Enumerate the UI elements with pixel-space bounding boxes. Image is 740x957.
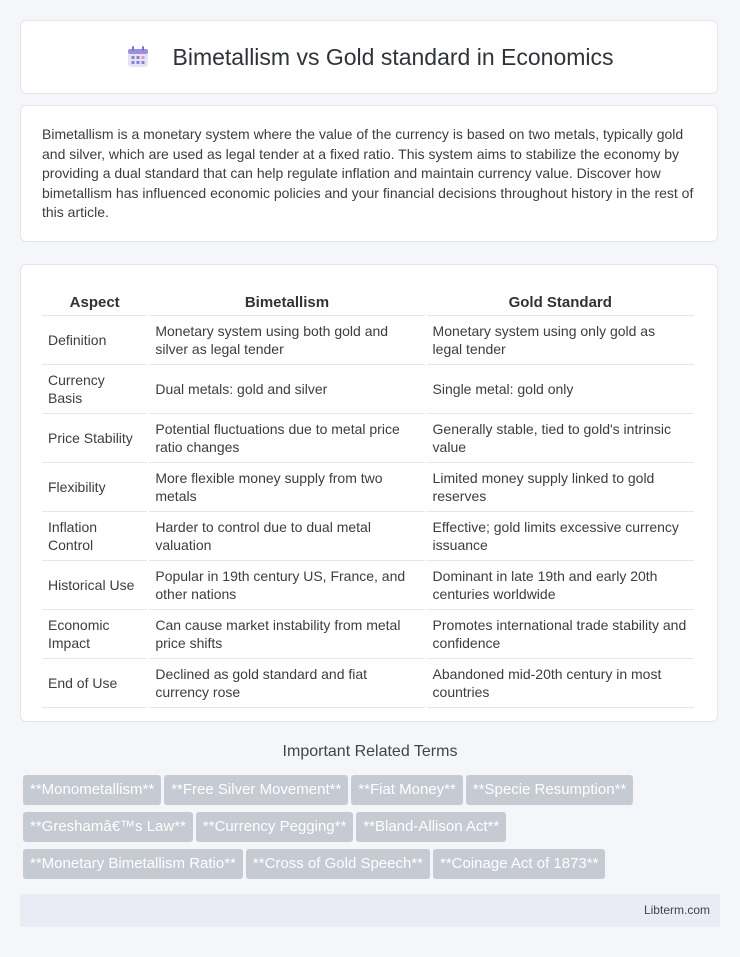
term-tag[interactable]: **Cross of Gold Speech**	[246, 849, 430, 879]
intro-paragraph: Bimetallism is a monetary system where the value of the currency is based on two metals, typically gold and silver, which are used as legal tender at a fixed ratio. This system aims to stabilize the economy by providing a dual standard that can help regulate inflation and maintain currency value. Discover how bimetallism has influenced economic policies and your financial decisions throughout history in the rest of this article.	[42, 126, 694, 220]
comparison-card	[20, 264, 718, 722]
footer	[20, 894, 720, 927]
cell-gold-standard: Promotes international trade stability and confidence	[427, 610, 694, 659]
cell-aspect: Historical Use	[42, 561, 147, 610]
cell-gold-standard: Monetary system using only gold as legal tender	[427, 316, 694, 365]
cell-gold-standard: Abandoned mid-20th century in most countries	[427, 659, 694, 708]
cell-aspect: Definition	[42, 316, 147, 365]
table-row	[42, 659, 694, 708]
cell-bimetallism: Harder to control due to dual metal valuation	[149, 512, 424, 561]
table-row	[42, 316, 694, 365]
cell-bimetallism: Monetary system using both gold and silver as legal tender	[149, 316, 424, 365]
term-tag[interactable]: **Greshamâ€™s Law**	[23, 812, 193, 842]
intro-card	[20, 105, 718, 242]
header-bimetallism: Bimetallism	[149, 285, 424, 316]
term-tag[interactable]: **Bland-Allison Act**	[356, 812, 506, 842]
table-row	[42, 561, 694, 610]
header-aspect: Aspect	[42, 285, 147, 316]
table-row	[42, 463, 694, 512]
term-tag[interactable]: **Monometallism**	[23, 775, 161, 805]
table-row	[42, 512, 694, 561]
comparison-table	[40, 285, 696, 708]
cell-bimetallism: More flexible money supply from two metals	[149, 463, 424, 512]
cell-gold-standard: Generally stable, tied to gold's intrinsic value	[427, 414, 694, 463]
table-header-row	[42, 285, 694, 316]
title-card	[20, 20, 718, 94]
related-terms-title: Important Related Terms	[282, 743, 458, 760]
cell-bimetallism: Declined as gold standard and fiat currency rose	[149, 659, 424, 708]
footer-site-link[interactable]: Libterm.com	[643, 903, 710, 917]
table-row	[42, 365, 694, 414]
cell-aspect: Economic Impact	[42, 610, 147, 659]
cell-gold-standard: Single metal: gold only	[427, 365, 694, 414]
table-row	[42, 610, 694, 659]
cell-bimetallism: Potential fluctuations due to metal price ratio changes	[149, 414, 424, 463]
header-gold-standard: Gold Standard	[427, 285, 694, 316]
cell-gold-standard: Effective; gold limits excessive currency issuance	[427, 512, 694, 561]
cell-bimetallism: Popular in 19th century US, France, and other nations	[149, 561, 424, 610]
related-terms-list	[23, 775, 723, 886]
cell-bimetallism: Dual metals: gold and silver	[149, 365, 424, 414]
cell-gold-standard: Dominant in late 19th and early 20th centuries worldwide	[427, 561, 694, 610]
table-row	[42, 414, 694, 463]
term-tag[interactable]: **Free Silver Movement**	[164, 775, 348, 805]
term-tag[interactable]: **Coinage Act of 1873**	[433, 849, 605, 879]
term-tag[interactable]: **Currency Pegging**	[196, 812, 353, 842]
term-tag[interactable]: **Fiat Money**	[351, 775, 463, 805]
term-tag[interactable]: **Specie Resumption**	[466, 775, 633, 805]
page-title: Bimetallism vs Gold standard in Economics	[172, 43, 614, 70]
cell-gold-standard: Limited money supply linked to gold reserves	[427, 463, 694, 512]
cell-aspect: Inflation Control	[42, 512, 147, 561]
cell-aspect: Price Stability	[42, 414, 147, 463]
cell-bimetallism: Can cause market instability from metal price shifts	[149, 610, 424, 659]
cell-aspect: Flexibility	[42, 463, 147, 512]
cell-aspect: End of Use	[42, 659, 147, 708]
cell-aspect: Currency Basis	[42, 365, 147, 414]
term-tag[interactable]: **Monetary Bimetallism Ratio**	[23, 849, 243, 879]
calendar-grid-icon	[125, 44, 151, 70]
